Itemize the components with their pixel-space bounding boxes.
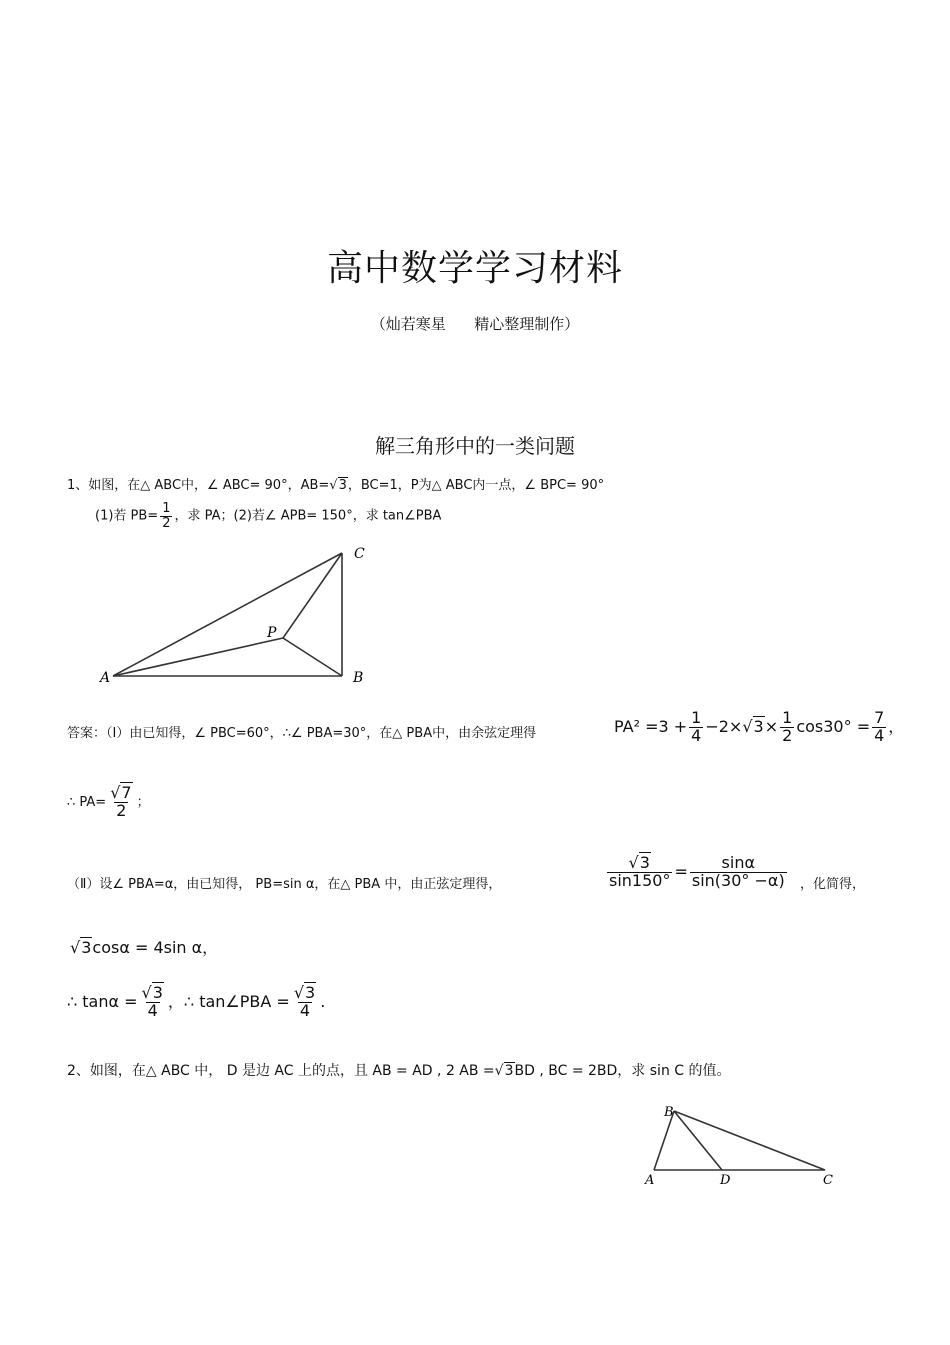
problem1-q-a: (1)若 PB= [95,508,159,524]
problem1-q-b: ，求 PA；(2)若∠ APB= 150°，求 tan∠PBA [174,508,442,524]
label-b2: B [664,1105,674,1120]
answer1-cosine-law: PA² =3 + $\frac{1}{4}$ −2×√3× $\frac{1}{2}$ cos30° = $\frac{7}{4}$ ， [614,708,905,745]
sqrt3-ab: √3 [329,478,347,493]
problem1-text-a: 1、如图，在△ ABC中，∠ ABC= 90°，AB= [67,478,330,493]
answer1-simplified: √3cosα = 4sin α， [70,938,219,957]
fraction-sina-over-sin30-a: $\frac{\sin\alpha}{\sin(30^\circ -\alpha)}$ [691,853,785,890]
sqrt3-bd: √3 [494,1063,514,1079]
figure-triangle-abc-p [95,540,385,690]
answer1-part2-text: （Ⅱ）设∠ PBA=α，由已知得， PB=sin α，在△ PBA 中，由正弦定理得， [67,877,502,892]
label-c: C [354,546,365,562]
problem1-questions [95,502,441,530]
problem1-statement [67,474,604,493]
label-c2: C [823,1173,833,1188]
fraction-sqrt3-over-4: $\frac{√3}{4}$ [141,983,163,1020]
sqrt3: √3 [742,716,764,736]
problem2-statement: 2、如图，在△ ABC 中， D 是边 AC 上的点，且 AB = AD , 2 AB =√3BD , BC = 2BD，求 sin C 的值。 [67,1063,731,1079]
fraction-sqrt3-over-sin150: $\frac{√3}{\sin 150^\circ}$ [609,853,671,890]
answer1-part2-end: ，化简得， [800,877,866,892]
fraction-one-half-b: $\frac{1}{2}$ [782,708,793,745]
section-title: 解三角形中的一类问题 [375,434,575,458]
label-b: B [353,670,364,686]
fraction-one-fourth: $\frac{1}{4}$ [691,708,702,745]
problem1-text-b: ，BC=1，P为△ ABC内一点，∠ BPC= 90° [347,478,605,493]
label-d2: D [720,1173,731,1188]
fraction-seven-fourths: $\frac{7}{4}$ [874,708,885,745]
fraction-sqrt7-over-2: $\frac{√7}{2}$ [110,783,132,820]
fraction-one-half: $\frac{1}{2}$ [162,501,171,531]
fraction-sqrt3-over-4-b: $\frac{√3}{4}$ [293,983,316,1020]
figure-triangle-abdc [640,1100,840,1190]
label-a: A [100,670,111,686]
label-a2: A [645,1173,655,1188]
page-title: 高中数学学习材料 [326,248,623,289]
answer1-part1-text: 答案：（Ⅰ）由已知得，∠ PBC=60°，∴∠ PBA=30°，在△ PBA中，由余弦定理得 [67,726,537,741]
label-p: P [267,625,277,641]
answer1-tan-result: ∴ tanα = $\frac{√3}{4}$ ，∴ tan∠PBA = $\frac{√3}{4}$ . [67,983,326,1020]
page-subtitle: （灿若寒星 精心整理制作） [370,315,580,333]
answer1-sine-law: $\frac{√3}{\sin 150^\circ}$ = $\frac{\sin\alpha}{\sin(30^\circ -\alpha)}$ [609,853,785,890]
answer1-pa-result: ∴ PA= $\frac{√7}{2}$ ； [67,783,150,820]
